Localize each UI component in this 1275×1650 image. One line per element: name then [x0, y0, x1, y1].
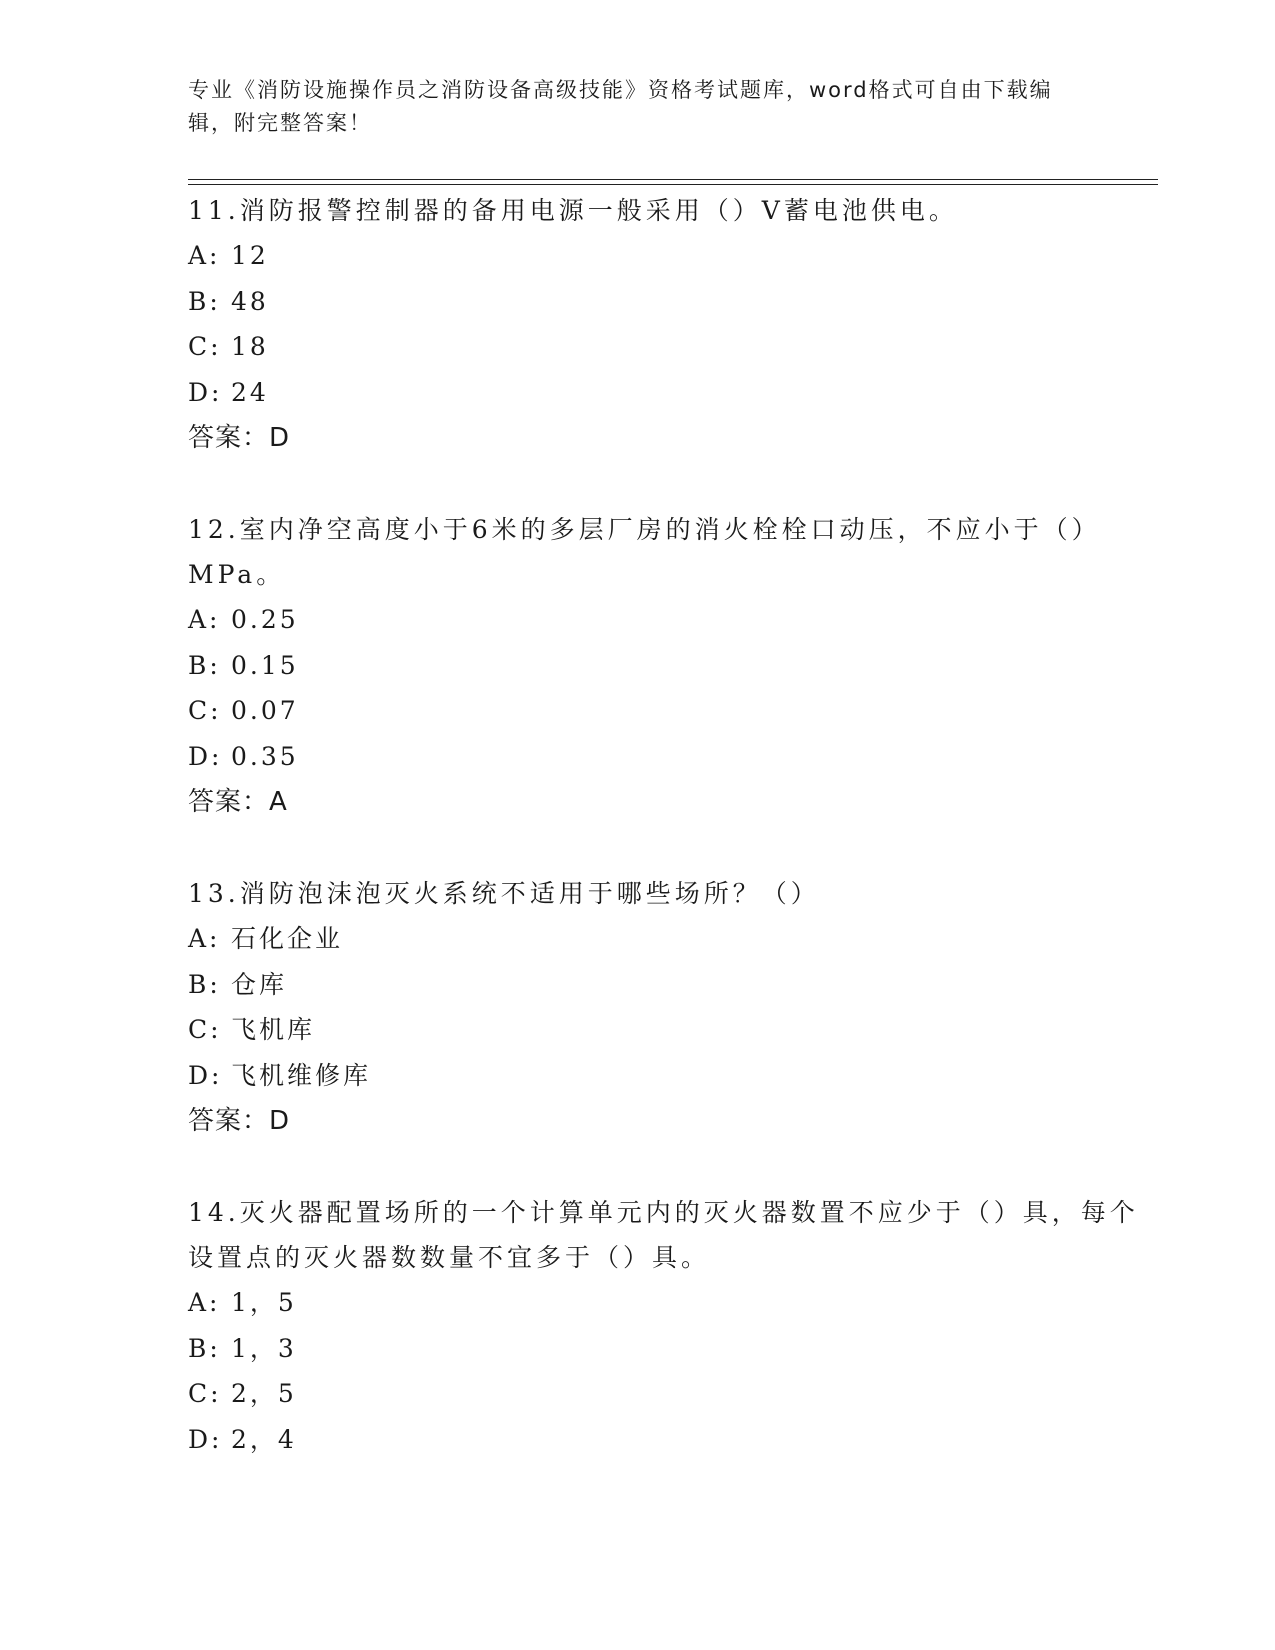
option-text: 0.35	[231, 741, 299, 771]
option-letter: A:	[188, 1288, 221, 1317]
option-c	[188, 1007, 1148, 1053]
option-letter: C:	[188, 1015, 222, 1044]
question-13	[188, 871, 1148, 1144]
option-letter: C:	[188, 332, 222, 361]
answer-line	[188, 1098, 1148, 1144]
option-text: 24	[231, 377, 269, 407]
question-stem: 14.灭火器配置场所的一个计算单元内的灭火器数置不应少于（）具，每个设置点的灭火器数数量不宜多于（）具。	[188, 1198, 1139, 1272]
option-d	[188, 370, 1148, 416]
option-letter: C:	[188, 696, 222, 725]
answer-label: 答案：	[188, 1106, 270, 1136]
question-stem: 12.室内净空高度小于6米的多层厂房的消火栓栓口动压，不应小于（）MPa。	[188, 515, 1101, 589]
option-text: 0.07	[231, 696, 299, 725]
option-letter: A:	[188, 605, 221, 634]
document-header: 专业《消防设施操作员之消防设备高级技能》资格考试题库，word格式可自由下载编辑，附完整答案！	[188, 78, 1053, 135]
option-a	[188, 597, 1148, 643]
option-text: 0.25	[231, 605, 299, 634]
question-stem: 11.消防报警控制器的备用电源一般采用（）V蓄电池供电。	[188, 196, 958, 225]
answer-value: D	[269, 423, 291, 453]
option-text: 0.15	[231, 650, 299, 680]
option-text: 18	[231, 332, 269, 361]
option-text: 飞机库	[231, 1015, 316, 1044]
option-letter: A:	[188, 924, 221, 953]
option-d	[188, 734, 1148, 780]
option-c	[188, 688, 1148, 734]
option-text: 2，4	[231, 1424, 297, 1454]
option-letter: C:	[188, 1379, 222, 1408]
option-letter: D:	[188, 741, 223, 771]
answer-label: 答案：	[188, 423, 270, 453]
option-letter: A:	[188, 241, 221, 270]
option-text: 48	[231, 286, 269, 316]
option-text: 2，5	[231, 1379, 297, 1408]
option-text: 仓库	[231, 969, 288, 999]
option-letter: B:	[188, 969, 221, 999]
option-letter: D:	[188, 1424, 223, 1454]
question-stem: 13.消防泡沫泡灭火系统不适用于哪些场所？（）	[188, 879, 820, 908]
header-divider	[188, 179, 1158, 185]
answer-value: A	[269, 787, 288, 817]
option-text: 石化企业	[231, 924, 344, 953]
option-b	[188, 962, 1148, 1008]
option-text: 飞机维修库	[231, 1060, 372, 1090]
option-b	[188, 643, 1148, 689]
option-c	[188, 324, 1148, 370]
option-text: 1，5	[231, 1288, 297, 1317]
option-d	[188, 1053, 1148, 1099]
answer-line	[188, 415, 1148, 461]
option-b	[188, 279, 1148, 325]
option-letter: B:	[188, 650, 221, 680]
option-letter: D:	[188, 1060, 223, 1090]
answer-line	[188, 779, 1148, 825]
question-12	[188, 507, 1148, 825]
option-letter: B:	[188, 286, 221, 316]
answer-label: 答案：	[188, 787, 270, 817]
question-11	[188, 188, 1148, 461]
question-list	[188, 188, 1148, 1508]
option-a	[188, 1280, 1148, 1326]
option-text: 1，3	[231, 1333, 297, 1363]
option-letter: B:	[188, 1333, 221, 1363]
answer-value: D	[269, 1106, 291, 1136]
option-a	[188, 916, 1148, 962]
option-a	[188, 233, 1148, 279]
question-14	[188, 1190, 1148, 1462]
option-d	[188, 1417, 1148, 1463]
option-c	[188, 1371, 1148, 1417]
option-letter: D:	[188, 377, 223, 407]
option-b	[188, 1326, 1148, 1372]
option-text: 12	[231, 241, 269, 270]
